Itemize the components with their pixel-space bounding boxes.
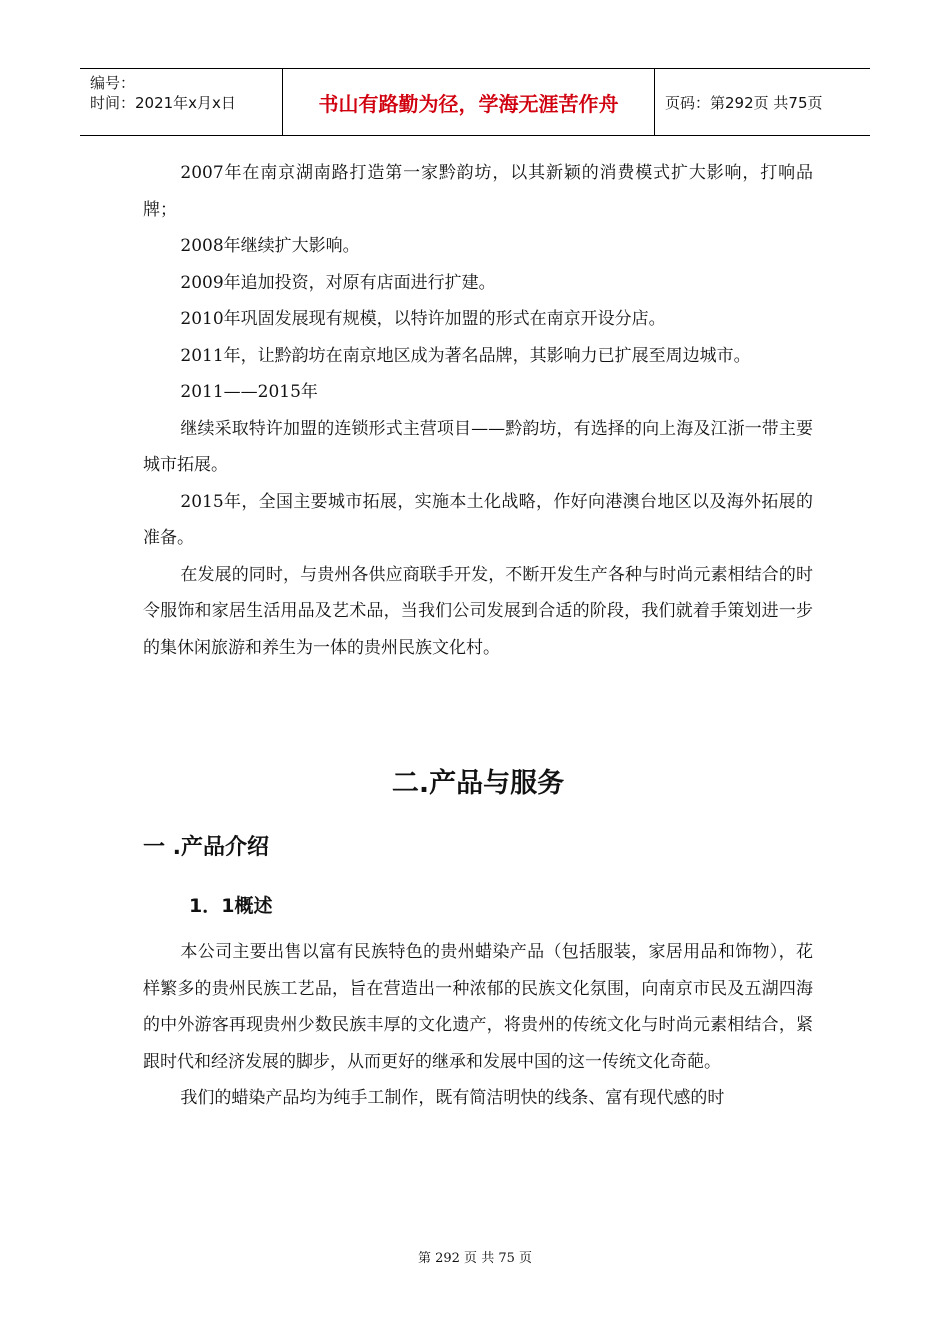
paragraph: 2007年在南京湖南路打造第一家黔韵坊，以其新颖的消费模式扩大影响，打响品牌； [143, 163, 813, 220]
document-body [143, 155, 813, 1117]
paragraph: 本公司主要出售以富有民族特色的贵州蜡染产品（包括服装，家居用品和饰物），花样繁多的贵州民族工艺品，旨在营造出一种浓郁的民族文化氛围，向南京市民及五湖四海的中外游客再现贵州少数民族丰厚的文化遗产，将贵州的传统文化与时尚元素相结合，紧跟时代和经济发展的脚步，从而更好的继承和发展中国的这一传统文化奇葩。 [143, 942, 813, 1072]
time-label: 时间：2021年x月x日 [90, 94, 236, 112]
subsubsection-title: 1．1概述 [189, 895, 273, 917]
page-header [80, 68, 870, 136]
serial-label: 编号： [90, 74, 136, 92]
page-footer: 第 292 页 共 75 页 [417, 1251, 533, 1266]
paragraph: 2009年追加投资，对原有店面进行扩建。 [180, 272, 496, 293]
section-title: 二.产品与服务 [391, 768, 565, 799]
paragraph: 在发展的同时，与贵州各供应商联手开发，不断开发生产各种与时尚元素相结合的时令服饰和家居生活用品及艺术品，当我们公司发展到合适的阶段，我们就着手策划进一步的集休闲旅游和养生为一体的贵州民族文化村。 [143, 564, 813, 658]
header-page-info: 页码：第292页 共75页 [665, 93, 823, 112]
header-motto: 书山有路勤为径，学海无涯苦作舟 [282, 69, 655, 135]
subsection-title: 一 .产品介绍 [143, 835, 270, 860]
paragraph: 2011——2015年 [180, 382, 318, 402]
paragraph: 2010年巩固发展现有规模，以特许加盟的形式在南京开设分店。 [180, 309, 666, 329]
paragraph: 2015年，全国主要城市拓展，实施本土化战略，作好向港澳台地区以及海外拓展的准备。 [143, 491, 813, 548]
paragraph: 2008年继续扩大影响。 [180, 236, 360, 256]
paragraph: 2011年，让黔韵坊在南京地区成为著名品牌，其影响力已扩展至周边城市。 [180, 345, 751, 366]
paragraph: 继续采取特许加盟的连锁形式主营项目——黔韵坊，有选择的向上海及江浙一带主要城市拓展。 [143, 418, 813, 475]
paragraph: 我们的蜡染产品均为纯手工制作，既有简洁明快的线条、富有现代感的时 [180, 1088, 725, 1108]
header-meta [80, 69, 282, 135]
